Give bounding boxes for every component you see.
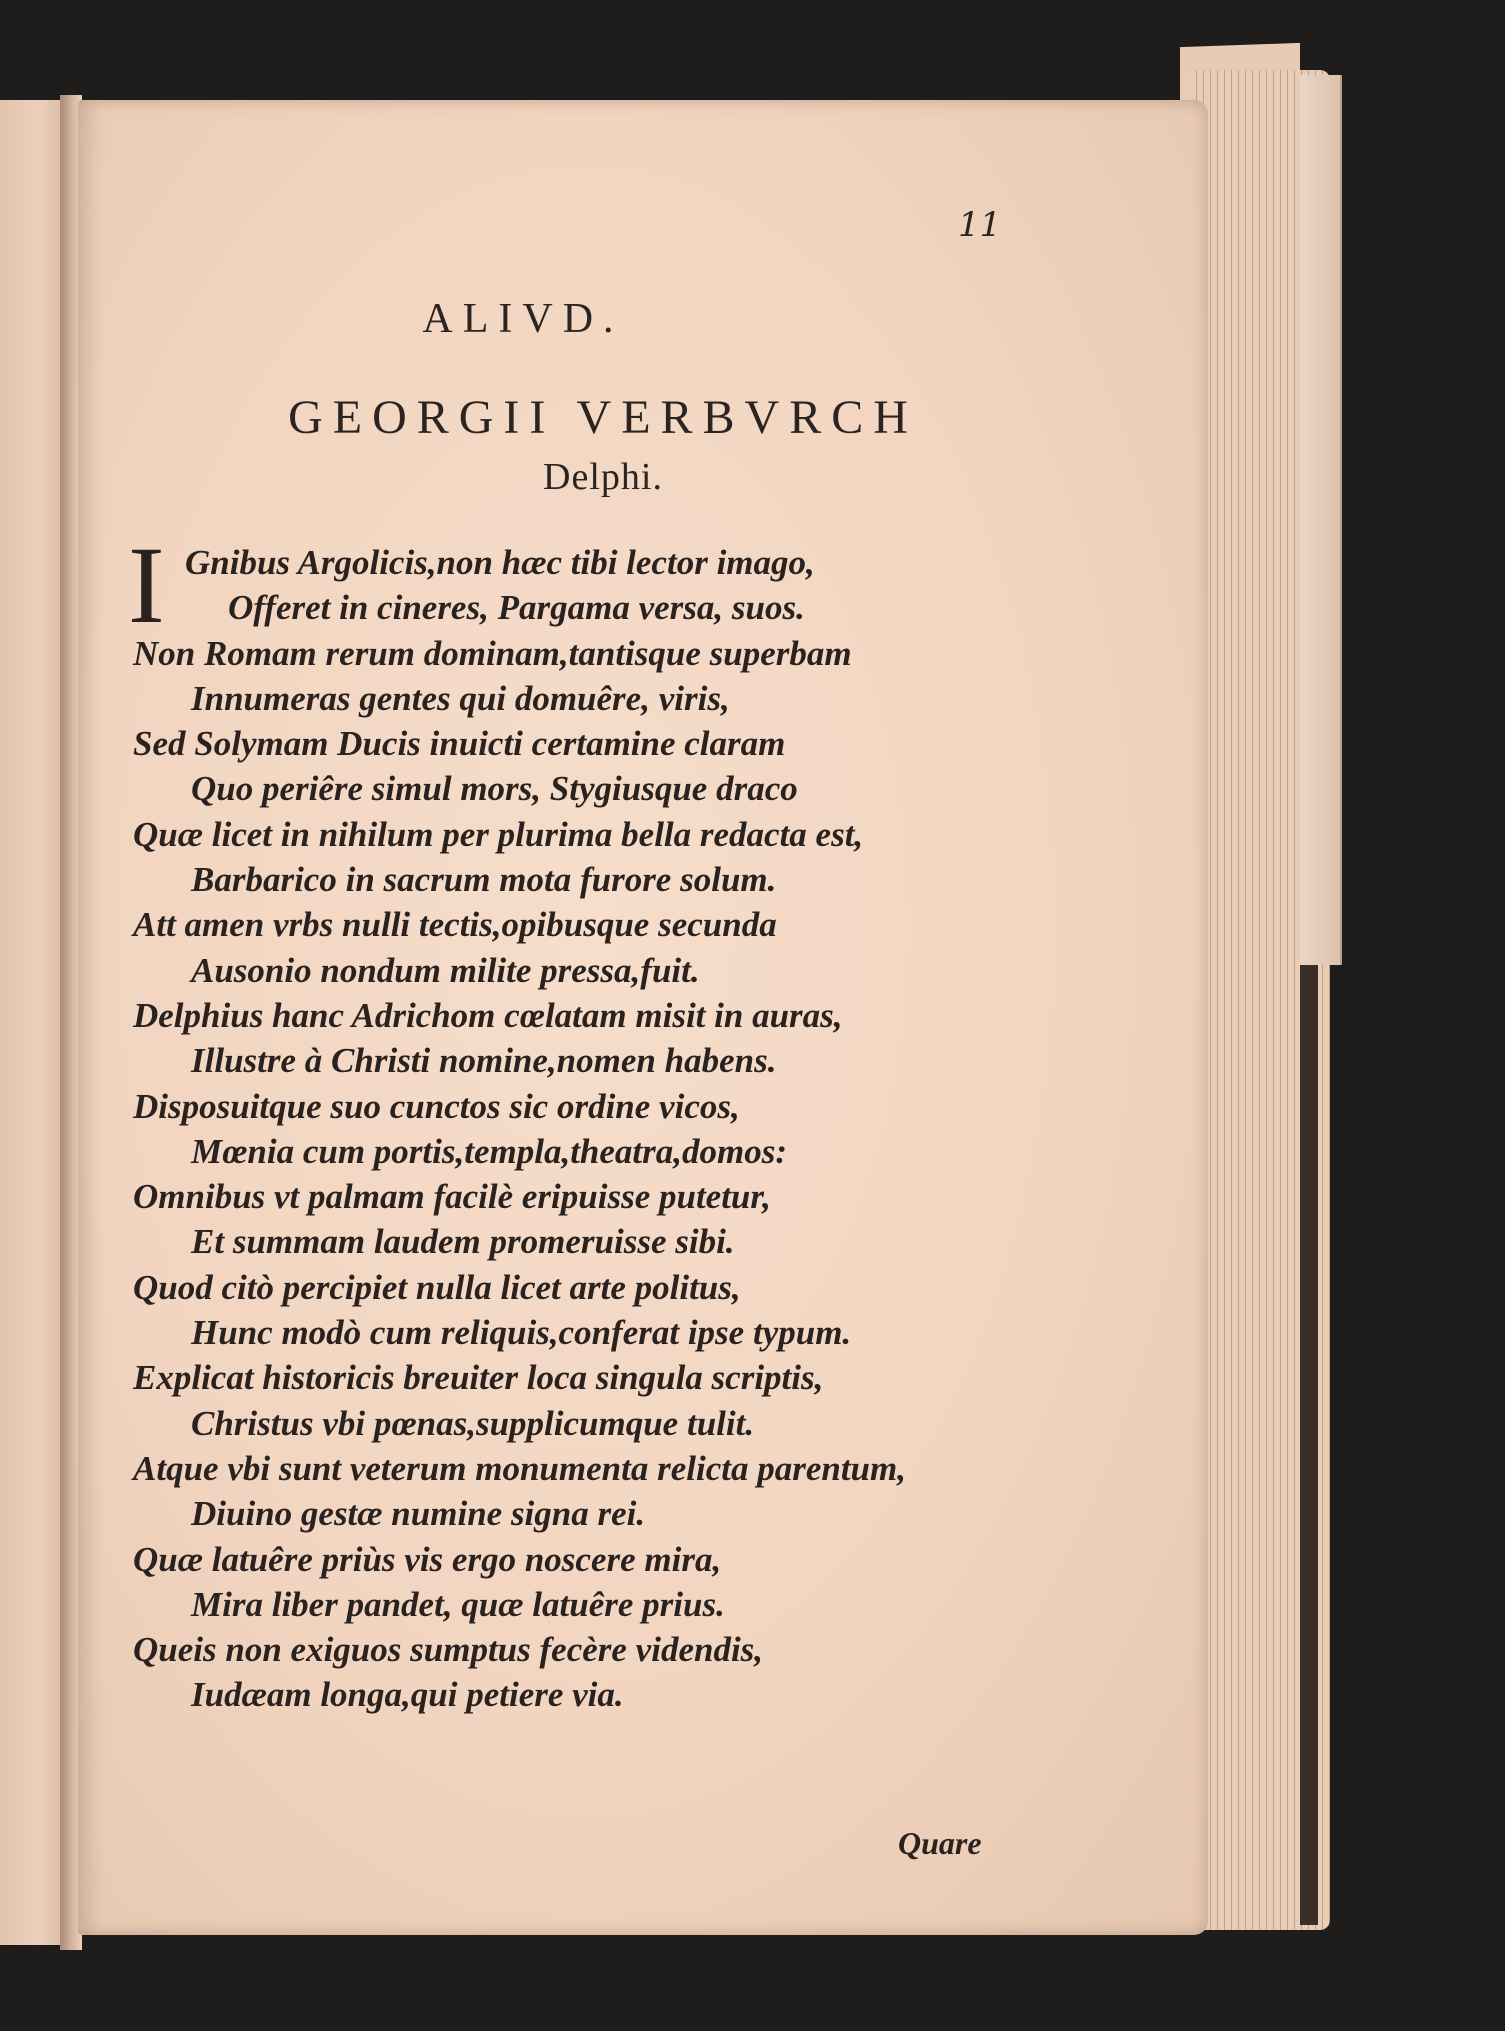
poem-line: Offeret in cineres, Pargama versa, suos. (228, 588, 805, 628)
heading-place: Delphi. (543, 456, 663, 498)
poem-line: Quæ latuêre priùs vis ergo noscere mira, (133, 1539, 722, 1579)
poem-line: Et summam laudem promeruisse sibi. (191, 1222, 735, 1262)
heading-author: GEORGII VERBVRCH (288, 391, 918, 444)
poem-line: Delphius hanc Adrichom cœlatam misit in auras, (133, 995, 843, 1035)
heading-aliud: ALIVD. (422, 296, 624, 342)
poem-line: Quod citò percipiet nulla licet arte politus, (133, 1267, 741, 1307)
poem-line: Disposuitque suo cunctos sic ordine vicos, (133, 1086, 740, 1126)
poem-line: Att amen vrbs nulli tectis,opibusque secunda (133, 905, 777, 945)
poem-line: Non Romam rerum dominam,tantisque superbam (133, 633, 852, 673)
poem-line: Innumeras gentes qui domuêre, viris, (191, 678, 730, 718)
poem-line: Atque vbi sunt veterum monumenta relicta parentum, (133, 1448, 906, 1488)
cover-shadow (1300, 965, 1318, 1925)
poem-line: Hunc modò cum reliquis,conferat ipse typum. (191, 1313, 852, 1353)
poem-line: Omnibus vt palmam facilè eripuisse putetur, (133, 1177, 771, 1217)
poem-line: Illustre à Christi nomine,nomen habens. (191, 1041, 777, 1081)
poem-line: Quæ licet in nihilum per plurima bella redacta est, (133, 814, 864, 854)
catchword: Quare (898, 1825, 982, 1861)
poem-line: Mœnia cum portis,templa,theatra,domos: (191, 1131, 788, 1171)
poem-body (133, 540, 1143, 1718)
page-number: 11 (958, 205, 1002, 245)
loose-sheet (1300, 75, 1342, 965)
poem-line: Queis non exiguos sumptus fecère videndis, (133, 1630, 764, 1670)
poem-line: Sed Solymam Ducis inuicti certamine claram (133, 724, 786, 764)
poem-line: Mira liber pandet, quæ latuêre prius. (191, 1584, 725, 1624)
poem-line: Gnibus Argolicis,non hæc tibi lector imago, (185, 543, 815, 582)
poem-line: Barbarico in sacrum mota furore solum. (191, 860, 777, 900)
poem-line: Iudæam longa,qui petiere via. (191, 1675, 624, 1715)
poem-line: Christus vbi pœnas,supplicumque tulit. (191, 1403, 755, 1443)
poem-line: Explicat historicis breuiter loca singula scriptis, (133, 1358, 824, 1398)
poem-line: Quo periêre simul mors, Stygiusque draco (191, 769, 798, 809)
poem-line: Ausonio nondum milite pressa,fuit. (191, 950, 700, 990)
drop-capital: I (128, 524, 165, 646)
book-page (78, 100, 1208, 1935)
poem-line: Diuino gestæ numine signa rei. (191, 1494, 646, 1534)
